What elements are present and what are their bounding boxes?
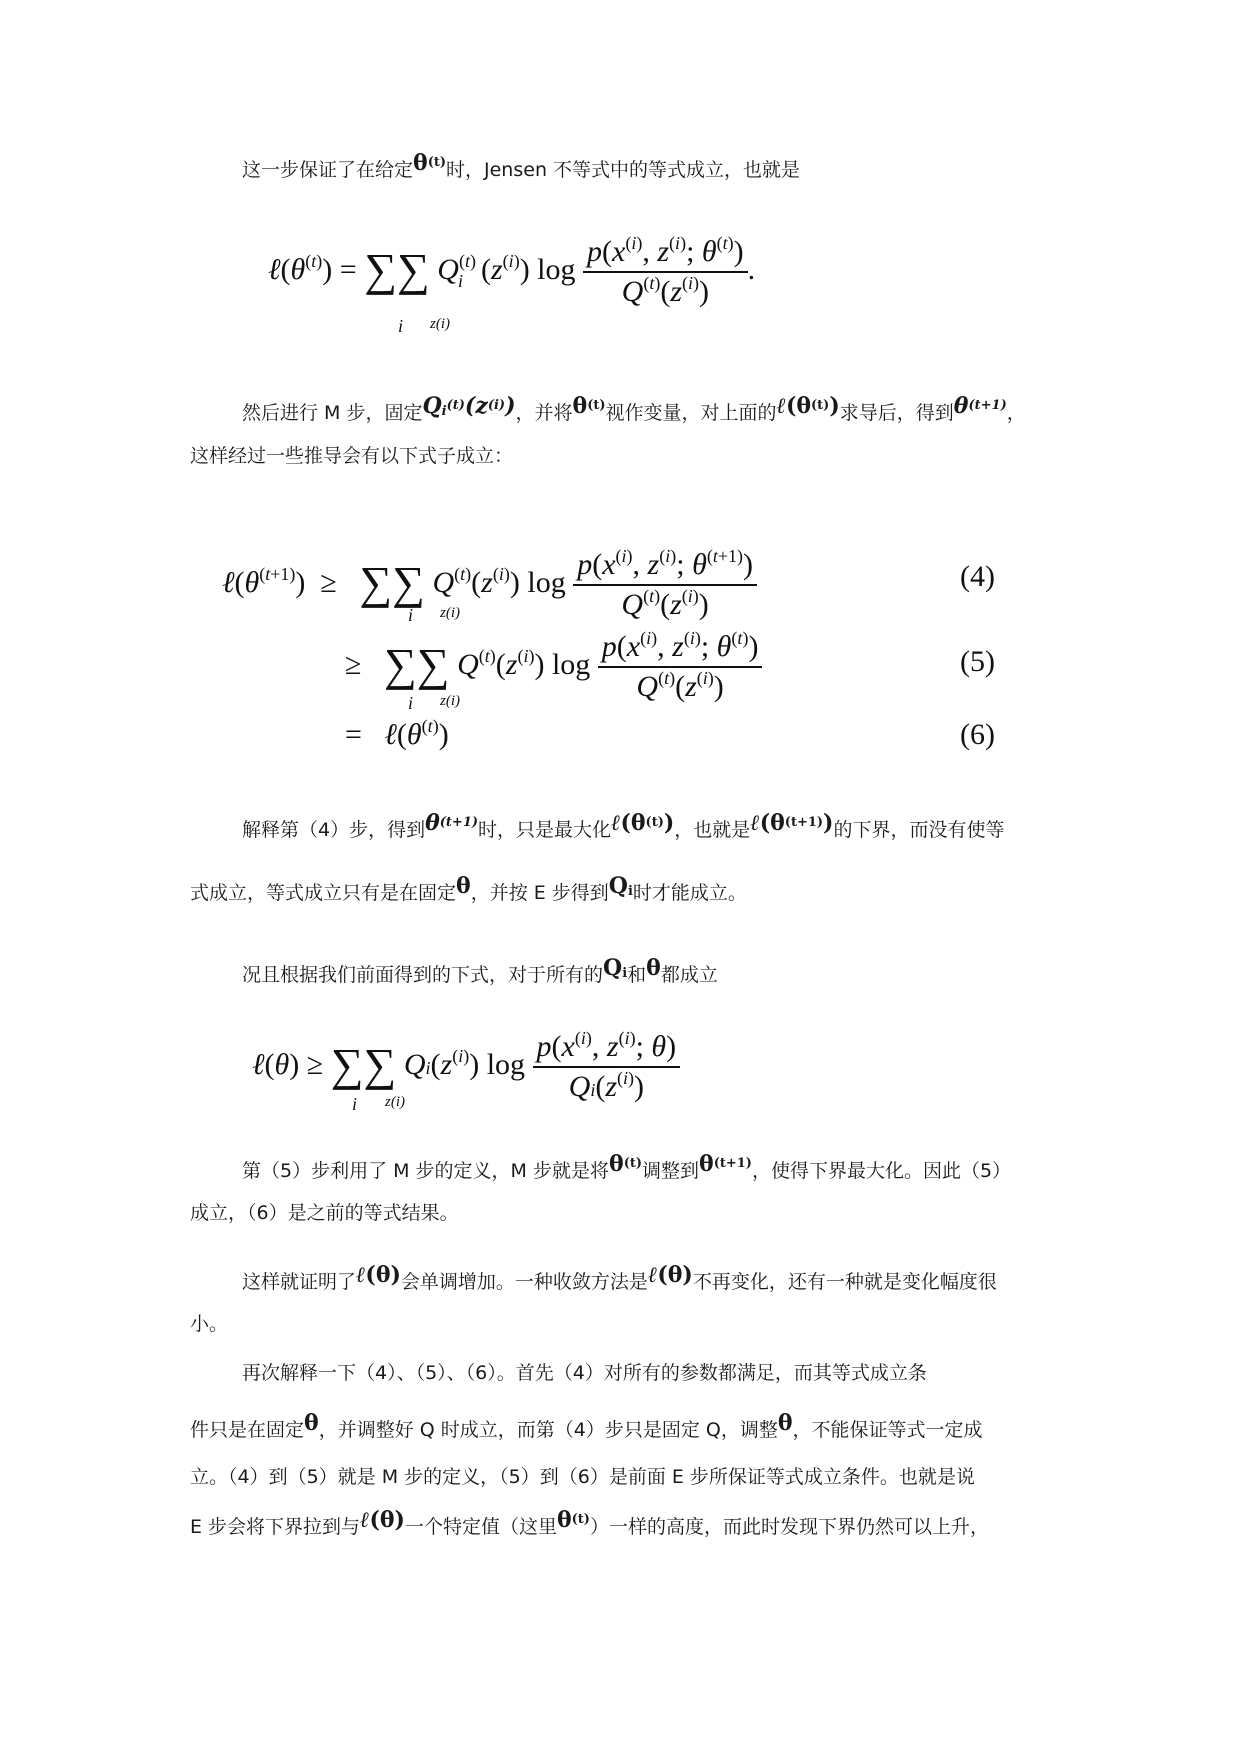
text: E 步会将下界拉到与 (190, 1516, 361, 1538)
text: 的下界，而没有使等 (833, 819, 1005, 841)
text: 一个特定值（这里 (404, 1516, 557, 1538)
text: ，并将 (515, 402, 573, 424)
paragraph-2-line-1 (190, 393, 1112, 428)
theta-t-plus-1-symbol: $\theta^{(t+1)}$ (699, 1151, 752, 1177)
sum-index-z: z(i) (440, 605, 460, 621)
equation-number-4: (4) (960, 560, 995, 593)
text: 和 (627, 964, 647, 986)
theta-symbol: θ (777, 1410, 793, 1436)
paragraph-7-line-1: 再次解释一下（4）、（5）、（6）。首先（4）对所有的参数都满足，而其等式成立条 (242, 1362, 927, 1384)
text: ，使得下界最大化。因此（5） (751, 1160, 1012, 1182)
Q-i-symbol: $Q_i$ (608, 873, 633, 899)
paragraph-3-line-1 (190, 810, 1112, 845)
theta-t-symbol: $\theta^{(t)}$ (609, 1151, 642, 1177)
text: 会单调增加。一种收敛方法是 (400, 1271, 648, 1293)
text: 这样就证明了 (242, 1271, 357, 1293)
text: 第（5）步利用了 M 步的定义，M 步就是将 (242, 1160, 609, 1182)
equation-number-5: (5) (960, 645, 995, 678)
theta-symbol: θ (456, 873, 471, 899)
theta-t-plus-1-symbol: $\theta^{(t+1)}$ (425, 810, 479, 836)
text: ）一样的高度，而此时发现下界仍然可以上升， (589, 1516, 989, 1538)
theta-t-plus-1-symbol: $\theta^{(t+1)}$ (953, 393, 1007, 419)
sum-index-i: i (408, 693, 414, 713)
paragraph-6-line-1 (190, 1262, 1112, 1294)
equation-number-6: (6) (960, 718, 995, 751)
sum-index-z: z(i) (385, 1094, 405, 1110)
text: 件只是在固定 (190, 1419, 305, 1441)
text: 解释第（4）步，得到 (242, 819, 426, 841)
text: ， (1006, 402, 1026, 424)
equation-4: $\ell(\theta^{(t+1)})$ ≥ ∑∑ $Q^{(t)}(z^{(i)})$ log $\frac{p(x^{(i)}, z^{(i)}; \theta^{(t+1)})}{Q^{(t)}(z^{(i)})}$ (222, 548, 757, 622)
paragraph-5-line-2: 成立，（6）是之前的等式结果。 (190, 1202, 459, 1224)
ell-theta-t-symbol: $\ell(\theta^{(t)})$ (611, 810, 675, 836)
paragraph-7-line-4 (190, 1507, 1060, 1542)
text: 时才能成立。 (632, 882, 747, 904)
equation-6: = $\ell(\theta^{(t)})$ (345, 716, 449, 751)
equation-5: ≥ ∑∑ $Q^{(t)}(z^{(i)})$ log $\frac{p(x^{(i)}, z^{(i)}; \theta^{(t)})}{Q^{(t)}(z^{(i)})}$ (345, 630, 762, 704)
text: 不再变化，还有一种就是变化幅度很 (692, 1271, 997, 1293)
text: ，不能保证等式一定成 (792, 1419, 983, 1441)
paragraph-3-line-2 (190, 873, 1060, 908)
theta-t-symbol: $\theta^{(t)}$ (572, 393, 606, 419)
sum-index-i: i (352, 1094, 358, 1114)
theta-symbol: θ (304, 1410, 319, 1436)
ell-theta-symbol: ℓ(θ) (356, 1262, 401, 1288)
equation-lower-bound: ℓ(θ) ≥ ∑∑ $Qi(z^{(i)})$ log $\frac{p(x^{(i)}, z^{(i)}; \theta)}{Qi(z^{(i)})}$ (252, 1030, 680, 1104)
paragraph-5-line-1 (190, 1151, 1112, 1186)
ell-theta-symbol: ℓ(θ) (647, 1262, 693, 1288)
text: 时，只是最大化 (478, 819, 612, 841)
text: 求导后，得到 (839, 402, 954, 424)
theta-symbol: θ (646, 955, 661, 981)
paragraph-7-line-2 (190, 1410, 1060, 1442)
text: 调整到 (642, 1160, 700, 1182)
text: 这一步保证了在给定 (242, 159, 414, 181)
text: ，也就是 (674, 819, 751, 841)
text: ，并调整好 Q 时成立，而第（4）步只是固定 Q，调整 (318, 1419, 778, 1441)
paragraph-1 (190, 150, 1112, 185)
text: 视作变量，对上面的 (605, 402, 777, 424)
ell-theta-t-plus-1-symbol: $\ell(\theta^{(t+1)})$ (750, 810, 834, 836)
ell-theta-t-symbol: $\ell(\theta^{(t)})$ (776, 393, 840, 419)
paragraph-6-line-2: 小。 (190, 1313, 229, 1335)
paragraph-2-line-2: 这样经过一些推导会有以下式子成立： (190, 445, 514, 467)
theta-t-symbol: $\theta^{(t)}$ (413, 150, 447, 176)
text: 都成立 (660, 964, 718, 986)
sum-index-i: i (398, 316, 404, 336)
theta-t-symbol: $\theta^{(t)}$ (556, 1507, 590, 1533)
text: 况且根据我们前面得到的下式，对于所有的 (242, 964, 604, 986)
ell-theta-symbol: ℓ(θ) (360, 1507, 405, 1533)
text: 式成立，等式成立只有是在固定 (190, 882, 457, 904)
equation-likelihood-at-theta-t: $\ell(\theta^{(t)})$ = ∑∑ $Q^{(t)}_i$ $(z^{(i)})$ log $\frac{p(x^{(i)}, z^{(i)}; \theta^{(t)})}{Q^{(t)}(z^{(i)})}$ . (268, 233, 756, 308)
paragraph-4 (190, 955, 1112, 990)
paragraph-7-line-3: 立。（4）到（5）就是 M 步的定义，（5）到（6）是前面 E 步所保证等式成立条件。也就是说 (190, 1466, 975, 1488)
text: 然后进行 M 步，固定 (242, 402, 423, 424)
text: 时，Jensen 不等式中的等式成立，也就是 (446, 159, 801, 181)
Q-i-symbol: $Q_i$ (603, 955, 628, 981)
sum-index-z: z(i) (440, 693, 460, 709)
sum-index-i: i (408, 605, 414, 625)
Q-i-t-symbol: $Q_i^{(t)}(z^{(i)})$ (422, 393, 516, 419)
text: ，并按 E 步得到 (470, 882, 609, 904)
sum-index-z: z(i) (430, 316, 450, 332)
